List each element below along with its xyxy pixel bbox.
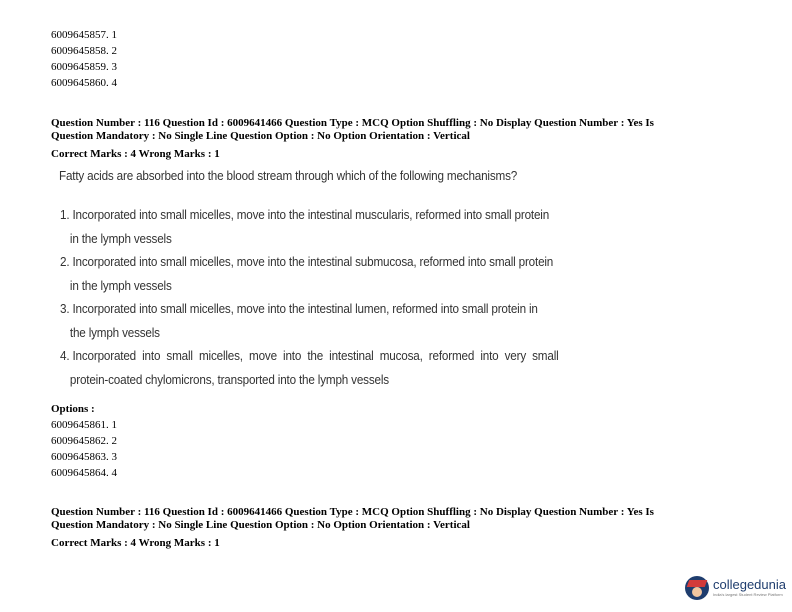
option-id-list [51,417,117,481]
option-id: 6009645862. 2 [51,435,117,447]
choice-2-line1: 2. Incorporated into small micelles, move into the intestinal submucosa, reformed into small protein [60,254,554,269]
option-id: 6009645857. 1 [51,29,117,41]
question-marks: Correct Marks : 4 Wrong Marks : 1 [51,148,220,160]
next-question-header [51,506,741,532]
choice-4-line2: protein-coated chylomicrons, transported into the lymph vessels [69,371,389,387]
option-id: 6009645861. 1 [51,419,117,431]
option-id: 6009645860. 4 [51,77,117,89]
previous-option-list [51,27,117,91]
graduate-mascot-icon [685,576,709,600]
question-header-line1: Question Number : 116 Question Id : 6009641466 Question Type : MCQ Option Shuffling : No Display Question Number : Yes Is [51,117,654,129]
option-id: 6009645863. 3 [51,451,117,463]
question-header [51,117,741,143]
choice-2-line2: in the lymph vessels [69,277,172,293]
question-text: Fatty acids are absorbed into the blood stream through which of the following mechanisms? [59,168,518,183]
choice-3-line2: the lymph vessels [69,324,160,340]
collegedunia-logo [685,576,786,600]
question-header-line2: Question Mandatory : No Single Line Question Option : No Option Orientation : Vertical [51,130,470,142]
logo-tagline: India's largest Student Review Platform [712,592,783,597]
choice-1-line2: in the lymph vessels [69,230,172,246]
choice-1-line1: 1. Incorporated into small micelles, move into the intestinal muscularis, reformed into small protein [60,207,550,222]
option-id: 6009645858. 2 [51,45,117,57]
next-question-marks: Correct Marks : 4 Wrong Marks : 1 [51,537,220,549]
options-label: Options : [51,403,95,415]
question-header-line2: Question Mandatory : No Single Line Question Option : No Option Orientation : Vertical [51,519,470,531]
option-id: 6009645859. 3 [51,61,117,73]
choice-3-line1: 3. Incorporated into small micelles, move into the intestinal lumen, reformed into small protein in [60,301,538,316]
logo-name: collegedunia [712,577,786,592]
answer-choices [60,203,614,391]
option-id: 6009645864. 4 [51,467,117,479]
question-header-line1: Question Number : 116 Question Id : 6009641466 Question Type : MCQ Option Shuffling : No Display Question Number : Yes Is [51,506,654,518]
choice-4-line1: 4. Incorporated into small micelles, move into the intestinal mucosa, reformed into very small [60,348,559,363]
